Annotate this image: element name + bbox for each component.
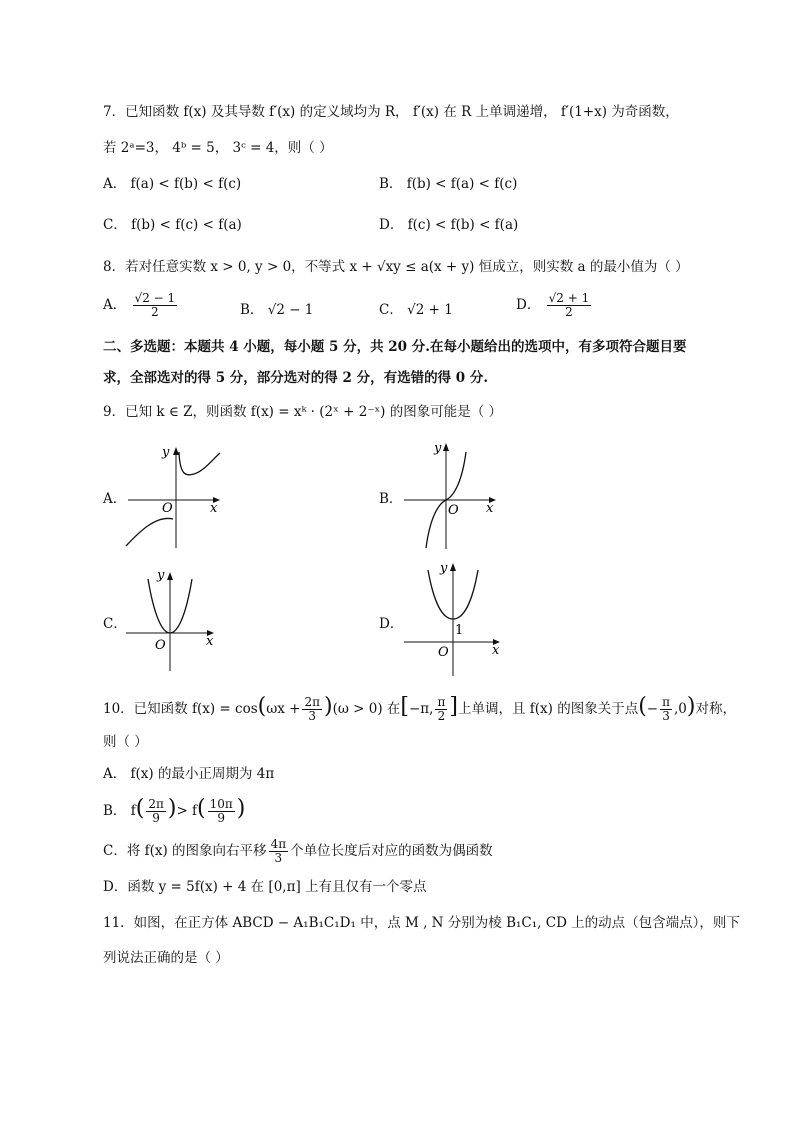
q10-frac-pi-2 (435, 696, 447, 723)
q8-option-d (516, 292, 593, 319)
graph-d-y-arrow (450, 563, 456, 571)
graph-a-origin-label: O (162, 501, 173, 516)
q10-option-b: B． f( $\frac{2\pi}{9}$ )> f( $\frac{10\pi}{9}$ ) (103, 796, 246, 825)
q8-stem: 8．若对任意实数 x > 0, y > 0，不等式 x + √xy ≤ a(x + y) 恒成立，则实数 a 的最小值为（ ） (103, 259, 689, 275)
q11-stem-line1: 11．如图，在正方体 ABCD − A₁B₁C₁D₁ 中，点 M , N 分别为棱 B₁C₁, CD 上的动点（包含端点），则下 (103, 915, 740, 931)
q10-stem-line2: 则（ ） (103, 734, 148, 750)
q8-option-d-fraction (547, 292, 592, 319)
q10-option-a: A． f(x) 的最小正周期为 4π (103, 766, 275, 782)
q11-stem-line2: 列说法正确的是（ ） (103, 950, 229, 966)
q7-option-d (379, 215, 518, 235)
q7-option-a (103, 174, 241, 194)
q10-frac-pi-3-den: 3 (662, 709, 670, 723)
q10-stem-mid: (ω > 0) 在 (332, 701, 401, 717)
section2-heading-line2: 求，全部选对的得 5 分，部分选对的得 2 分，有选错的得 0 分. (103, 370, 489, 386)
q9-option-b-label: B． (379, 491, 403, 507)
q8-option-b-text: √2 − 1 (267, 302, 314, 318)
q7-stem-line2: 若 2ᵃ=3， 4ᵇ = 5， 3ᶜ = 4，则（ ） (103, 140, 333, 156)
q10-frac-pi-2-den: 2 (437, 709, 446, 723)
q10-option-b-pre: B． f (103, 803, 136, 819)
q10-stem-mid2: 上单调，且 f(x) 的图象关于点 (457, 701, 639, 717)
q10-option-b-frac2 (208, 798, 235, 825)
q8-option-c-label: C． (379, 302, 403, 318)
q10-frac-2pi-3-num: 2π (304, 695, 320, 709)
q10-option-c (103, 836, 493, 866)
q10-point-pre: − (646, 701, 659, 717)
section2-heading-line1: 二、多选题：本题共 4 小题，每小题 5 分，共 20 分.在每小题给出的选项中，有多项符合题目要 (103, 339, 687, 355)
graph-a-curve-right (179, 452, 220, 475)
graph-b-x-label: x (486, 501, 494, 516)
q7-option-c (103, 215, 242, 235)
graph-b-y-arrow (443, 443, 449, 451)
q10-option-c-num: 4π (270, 837, 287, 851)
q10-arg-pre: ωx + (266, 701, 301, 717)
q10-point-post: ,0 (674, 701, 687, 717)
q10-option-c-pre: C．将 f(x) 的图象向右平移 (103, 843, 267, 859)
q10-option-d: D．函数 y = 5f(x) + 4 在 [0,π] 上有且仅有一个零点 (103, 879, 427, 895)
q8-option-a-num: √2 − 1 (134, 291, 176, 305)
q10-option-b-frac1 (146, 798, 166, 825)
graph-b-origin-label: O (448, 503, 459, 518)
q8-option-b-label: B． (240, 302, 264, 318)
q8-option-a (103, 292, 179, 319)
q7-option-b (379, 174, 517, 194)
q8-option-a-den: 2 (151, 305, 159, 319)
q9-graph-d (400, 556, 510, 678)
q10-frac-pi-3-num: π (662, 695, 670, 709)
q10-interval-pre: −π, (409, 701, 434, 717)
q10-stem-end: 对称， (695, 701, 736, 717)
graph-a-x-label: x (210, 501, 218, 516)
graph-a-y-label: y (162, 445, 170, 460)
graph-c-x-label: x (206, 634, 214, 649)
q8-option-d-den: 2 (565, 305, 573, 319)
q8-option-c (379, 300, 453, 320)
q7-option-a-text: f(a) < f(b) < f(c) (130, 176, 242, 192)
graph-b-y-label: y (434, 441, 442, 456)
q10-stem-pre: 10．已知函数 f(x) = cos (103, 701, 258, 717)
q7-option-a-label: A． (103, 176, 127, 192)
q8-option-d-label: D． (516, 297, 541, 313)
q10-option-c-frac (269, 838, 289, 865)
q10-option-b-den2: 9 (217, 811, 226, 825)
q8-option-b (240, 300, 313, 320)
graph-d-x-label: x (492, 643, 500, 658)
q8-option-c-text: √2 + 1 (407, 302, 453, 318)
q9-stem: 9．已知 k ∈ Z，则函数 f(x) = xᵏ · (2ˣ + 2⁻ˣ) 的图象可能是（ ） (103, 404, 503, 420)
q8-option-a-label: A． (103, 297, 127, 313)
q10-frac-pi-3 (660, 696, 672, 723)
q9-option-d-label: D． (379, 616, 404, 632)
q9-graph-b (400, 436, 510, 551)
q7-option-d-label: D． (379, 217, 404, 233)
q10-frac-2pi-3 (302, 696, 322, 723)
graph-d-y-label: y (440, 561, 448, 576)
q10-stem-line1: 10．已知函数 f(x) = cos(ωx + $\frac{2\pi}{3}$ )(ω > 0) 在[−π, $\frac{\pi}{2}$ ]上单调，且 f(x) 的图象关于点(− $\frac{\pi}{3}$ ,0)对称， (103, 694, 736, 723)
graph-c-y-label: y (157, 568, 165, 583)
q7-option-c-label: C． (103, 217, 127, 233)
q7-stem-line1: 7．已知函数 f(x) 及其导数 f′(x) 的定义域均为 R， f′(x) 在 R 上单调递增， f′(1+x) 为奇函数， (103, 104, 679, 120)
graph-a-curve-left (126, 518, 173, 546)
q7-option-d-text: f(c) < f(b) < f(a) (407, 217, 519, 233)
q10-frac-pi-2-num: π (437, 695, 446, 709)
q9-graph-c (124, 565, 224, 673)
q7-option-c-text: f(b) < f(c) < f(a) (131, 217, 242, 233)
q9-option-c-label: C． (103, 616, 127, 632)
q7-option-b-text: f(b) < f(a) < f(c) (406, 176, 518, 192)
q10-option-b-den1: 9 (152, 811, 160, 825)
q9-graph-a (124, 440, 234, 550)
q10-option-c-den: 3 (274, 851, 283, 865)
graph-d-origin-label: O (438, 645, 449, 660)
q8-option-a-fraction (133, 292, 178, 319)
graph-a-y-arrow (173, 447, 179, 455)
q10-option-b-mid: > f (176, 803, 198, 819)
q10-option-b-num1: 2π (148, 797, 164, 811)
graph-d-intercept-label: 1 (455, 623, 464, 638)
graph-c-origin-label: O (155, 638, 166, 653)
graph-c-y-arrow (167, 572, 173, 580)
q10-option-c-post: 个单位长度后对应的函数为偶函数 (290, 843, 493, 859)
q10-option-b-num2: 10π (209, 797, 233, 811)
q10-frac-2pi-3-den: 3 (308, 709, 317, 723)
q9-option-a-label: A． (103, 491, 127, 507)
q7-option-b-label: B． (379, 176, 403, 192)
q8-option-d-num: √2 + 1 (548, 291, 590, 305)
